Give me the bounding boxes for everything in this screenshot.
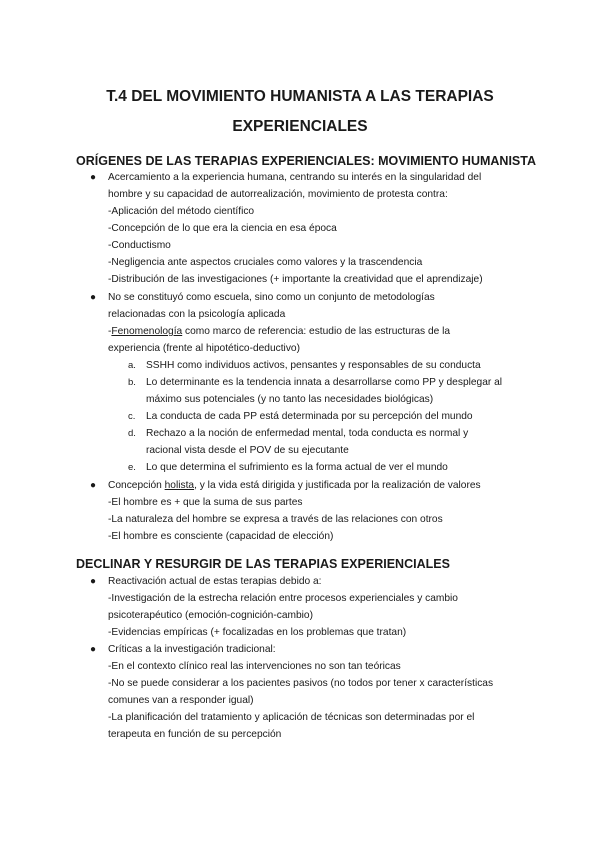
text-line: psicoterapéutico (emoción-cognición-cambio)	[108, 610, 313, 621]
text-span: , y la vida está dirigida y justificada por la realización de valores	[194, 480, 481, 491]
text-line: -Concepción de lo que era la ciencia en esa época	[108, 223, 337, 234]
sub-list-text: Lo determinante es la tendencia innata a desarrollarse como PP y desplegar al	[146, 377, 503, 388]
text-line: Acercamiento a la experiencia humana, centrando su interés en la singularidad del	[108, 172, 482, 183]
text-line: -Conductismo	[108, 240, 171, 251]
text-line: -La naturaleza del hombre se expresa a través de las relaciones con otros	[108, 514, 443, 525]
text-line: -Investigación de la estrecha relación entre procesos experienciales y cambio	[108, 593, 458, 604]
sub-list-text: Rechazo a la noción de enfermedad mental, toda conducta es normal y	[146, 428, 469, 439]
text-line: comunes van a responder igual)	[108, 695, 254, 706]
text-line: -Negligencia ante aspectos cruciales como valores y la trascendencia	[108, 257, 423, 268]
text-line: hombre y su capacidad de autorrealización, movimiento de protesta contra:	[108, 189, 448, 200]
bullet-marker: ●	[90, 480, 97, 491]
bullet-marker: ●	[90, 172, 97, 183]
text-line	[108, 324, 450, 340]
text-line: Críticas a la investigación tradicional:	[108, 644, 276, 655]
text-line: -Evidencias empíricas (+ focalizadas en los problemas que tratan)	[108, 627, 407, 638]
bullet-marker: ●	[90, 644, 97, 655]
bullet-marker: ●	[90, 576, 97, 587]
bullet-marker: ●	[90, 292, 97, 303]
text-line: terapeuta en función de su percepción	[108, 729, 282, 740]
sub-list-text: SSHH como individuos activos, pensantes y responsables de su conducta	[146, 360, 481, 371]
document-title-line-2: EXPERIENCIALES	[232, 118, 368, 135]
text-span: -	[108, 326, 112, 337]
sub-list-text: Lo que determina el sufrimiento es la forma actual de ver el mundo	[146, 462, 448, 473]
sub-list-marker: d.	[128, 428, 136, 439]
text-line: experiencia (frente al hipotético-deductivo)	[108, 343, 300, 354]
text-line: -En el contexto clínico real las intervenciones no son tan teóricas	[108, 661, 401, 672]
text-line: -No se puede considerar a los pacientes pasivos (no todos por tener x características	[108, 678, 494, 689]
underlined-term: holista	[164, 480, 195, 491]
sub-list-marker: c.	[128, 411, 136, 422]
sub-list-marker: a.	[128, 360, 136, 371]
text-line: -La planificación del tratamiento y aplicación de técnicas son determinadas por el	[108, 712, 475, 723]
sub-list-text: racional vista desde el POV de su ejecutante	[146, 445, 349, 456]
text-line: -Aplicación del método científico	[108, 206, 255, 217]
sub-list-text: máximo sus potenciales (y no tanto las necesidades biológicas)	[146, 394, 434, 405]
sub-list-text: La conducta de cada PP está determinada por su percepción del mundo	[146, 411, 473, 422]
section-heading-origenes: ORÍGENES DE LAS TERAPIAS EXPERIENCIALES: MOVIMIENTO HUMANISTA	[76, 154, 536, 168]
text-line: -El hombre es + que la suma de sus partes	[108, 497, 303, 508]
text-line: No se constituyó como escuela, sino como un conjunto de metodologías	[108, 292, 435, 303]
text-span: como marco de referencia: estudio de las estructuras de la	[182, 326, 451, 337]
sub-list-marker: b.	[128, 377, 136, 388]
text-span: Concepción	[108, 480, 165, 491]
sub-list-marker: e.	[128, 462, 136, 473]
section-heading-declinar: DECLINAR Y RESURGIR DE LAS TERAPIAS EXPERIENCIALES	[76, 557, 450, 571]
underlined-term: Fenomenología	[111, 326, 183, 337]
text-line	[108, 478, 481, 494]
text-line: Reactivación actual de estas terapias debido a:	[108, 576, 322, 587]
text-line: -El hombre es consciente (capacidad de elección)	[108, 531, 334, 542]
document-title-line-1: T.4 DEL MOVIMIENTO HUMANISTA A LAS TERAPIAS	[106, 88, 494, 105]
text-line: -Distribución de las investigaciones (+ importante la creatividad que el aprendizaje)	[108, 274, 483, 285]
text-line: relacionadas con la psicología aplicada	[108, 309, 286, 320]
